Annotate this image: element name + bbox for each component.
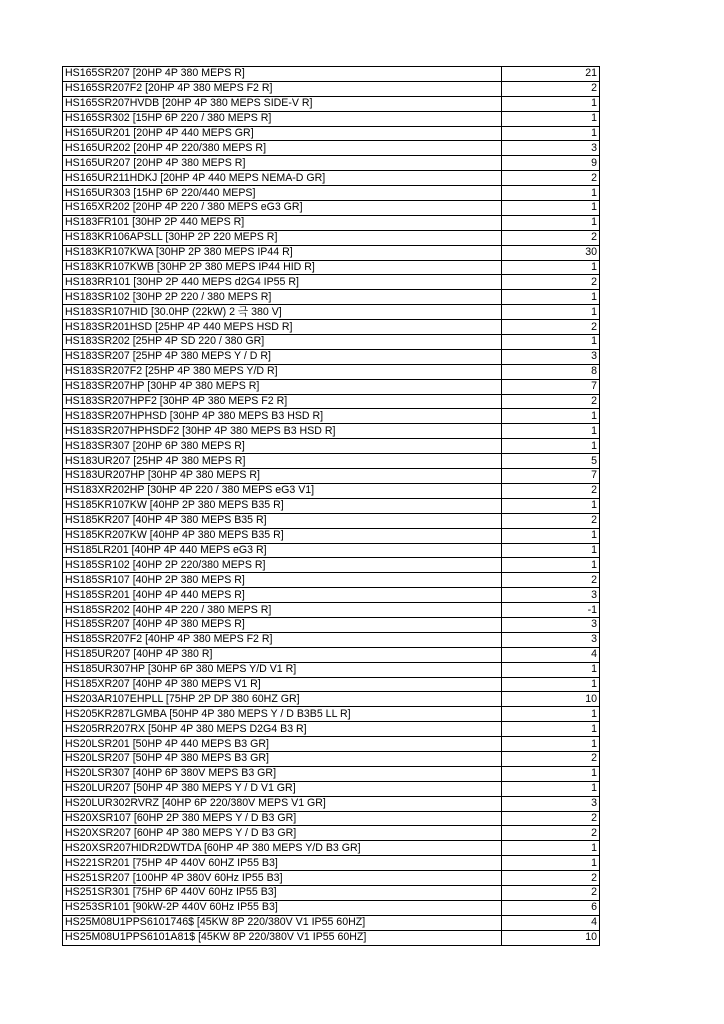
item-name-cell: HS183SR207HPF2 [30HP 4P 380 MEPS F2 R]: [63, 394, 502, 409]
quantity-cell: 4: [502, 647, 600, 662]
table-row: [63, 111, 600, 126]
table-row: [63, 215, 600, 230]
quantity-cell: 2: [502, 81, 600, 96]
table-row: [63, 871, 600, 886]
table-row: [63, 245, 600, 260]
quantity-cell: 5: [502, 454, 600, 469]
item-name-cell: HS221SR201 [75HP 4P 440V 60HZ IP55 B3]: [63, 856, 502, 871]
table-row: [63, 900, 600, 915]
item-name-cell: HS183SR107HID [30.0HP (22kW) 2 극 380 V]: [63, 305, 502, 320]
quantity-cell: 1: [502, 766, 600, 781]
item-name-cell: HS20LSR201 [50HP 4P 440 MEPS B3 GR]: [63, 737, 502, 752]
item-name-cell: HS165SR302 [15HP 6P 220 / 380 MEPS R]: [63, 111, 502, 126]
table-row: [63, 126, 600, 141]
table-row: [63, 424, 600, 439]
item-name-cell: HS165XR202 [20HP 4P 220 / 380 MEPS eG3 GR]: [63, 201, 502, 216]
quantity-cell: 2: [502, 811, 600, 826]
quantity-cell: 1: [502, 439, 600, 454]
quantity-cell: 30: [502, 245, 600, 260]
quantity-cell: 21: [502, 67, 600, 82]
table-row: [63, 394, 600, 409]
table-row: [63, 81, 600, 96]
quantity-cell: 2: [502, 275, 600, 290]
table-row: [63, 856, 600, 871]
table-row: [63, 260, 600, 275]
item-name-cell: HS183SR207HPHSDF2 [30HP 4P 380 MEPS B3 HSD R]: [63, 424, 502, 439]
table-row: [63, 483, 600, 498]
item-name-cell: HS165UR202 [20HP 4P 220/380 MEPS R]: [63, 141, 502, 156]
quantity-cell: 1: [502, 498, 600, 513]
quantity-cell: 3: [502, 796, 600, 811]
item-name-cell: HS183SR307 [20HP 6P 380 MEPS R]: [63, 439, 502, 454]
item-name-cell: HS20LUR207 [50HP 4P 380 MEPS Y / D V1 GR]: [63, 781, 502, 796]
item-name-cell: HS20XSR207HIDR2DWTDA [60HP 4P 380 MEPS Y/D B3 GR]: [63, 841, 502, 856]
table-row: [63, 662, 600, 677]
quantity-cell: 1: [502, 737, 600, 752]
item-name-cell: HS183SR102 [30HP 2P 220 / 380 MEPS R]: [63, 290, 502, 305]
item-name-cell: HS25M08U1PPS6101A81$ [45KW 8P 220/380V V1 IP55 60HZ]: [63, 930, 502, 945]
table-row: [63, 737, 600, 752]
quantity-cell: 1: [502, 662, 600, 677]
table-row: [63, 677, 600, 692]
quantity-cell: 2: [502, 751, 600, 766]
quantity-cell: 2: [502, 394, 600, 409]
item-name-cell: HS185KR207 [40HP 4P 380 MEPS B35 R]: [63, 513, 502, 528]
item-name-cell: HS203AR107EHPLL [75HP 2P DP 380 60HZ GR]: [63, 692, 502, 707]
quantity-cell: 1: [502, 186, 600, 201]
table-row: [63, 558, 600, 573]
table-row: [63, 186, 600, 201]
item-name-cell: HS253SR101 [90kW-2P 440V 60Hz IP55 B3]: [63, 900, 502, 915]
quantity-cell: 1: [502, 677, 600, 692]
quantity-cell: 9: [502, 156, 600, 171]
table-row: [63, 230, 600, 245]
quantity-cell: 1: [502, 528, 600, 543]
item-name-cell: HS183KR106APSLL [30HP 2P 220 MEPS R]: [63, 230, 502, 245]
item-name-cell: HS165SR207F2 [20HP 4P 380 MEPS F2 R]: [63, 81, 502, 96]
table-row: [63, 647, 600, 662]
table-row: [63, 603, 600, 618]
item-name-cell: HS185SR207F2 [40HP 4P 380 MEPS F2 R]: [63, 632, 502, 647]
item-name-cell: HS183FR101 [30HP 2P 440 MEPS R]: [63, 215, 502, 230]
quantity-cell: 3: [502, 588, 600, 603]
quantity-cell: 2: [502, 885, 600, 900]
quantity-cell: 1: [502, 96, 600, 111]
item-name-cell: HS251SR207 [100HP 4P 380V 60Hz IP55 B3]: [63, 871, 502, 886]
table-row: [63, 573, 600, 588]
table-row: [63, 826, 600, 841]
table-row: [63, 201, 600, 216]
quantity-cell: 2: [502, 483, 600, 498]
table-row: [63, 930, 600, 945]
table-row: [63, 275, 600, 290]
item-name-cell: HS185SR102 [40HP 2P 220/380 MEPS R]: [63, 558, 502, 573]
item-name-cell: HS183KR107KWB [30HP 2P 380 MEPS IP44 HID R]: [63, 260, 502, 275]
quantity-cell: 10: [502, 692, 600, 707]
quantity-cell: 1: [502, 215, 600, 230]
quantity-cell: 3: [502, 349, 600, 364]
quantity-cell: 10: [502, 930, 600, 945]
table-row: [63, 67, 600, 82]
table-row: [63, 588, 600, 603]
item-name-cell: HS185SR107 [40HP 2P 380 MEPS R]: [63, 573, 502, 588]
item-name-cell: HS205KR287LGMBA [50HP 4P 380 MEPS Y / D B3B5 LL R]: [63, 707, 502, 722]
item-name-cell: HS183SR202 [25HP 4P SD 220 / 380 GR]: [63, 335, 502, 350]
table-row: [63, 617, 600, 632]
item-name-cell: HS165UR201 [20HP 4P 440 MEPS GR]: [63, 126, 502, 141]
item-name-cell: HS165UR207 [20HP 4P 380 MEPS R]: [63, 156, 502, 171]
quantity-cell: 1: [502, 290, 600, 305]
item-name-cell: HS183SR207 [25HP 4P 380 MEPS Y / D R]: [63, 349, 502, 364]
inventory-table-body: [63, 67, 600, 946]
quantity-cell: 1: [502, 260, 600, 275]
table-row: [63, 469, 600, 484]
table-row: [63, 707, 600, 722]
item-name-cell: HS185LR201 [40HP 4P 440 MEPS eG3 R]: [63, 543, 502, 558]
item-name-cell: HS165SR207 [20HP 4P 380 MEPS R]: [63, 67, 502, 82]
quantity-cell: 2: [502, 871, 600, 886]
quantity-cell: 6: [502, 900, 600, 915]
quantity-cell: 1: [502, 841, 600, 856]
item-name-cell: HS185SR202 [40HP 4P 220 / 380 MEPS R]: [63, 603, 502, 618]
table-row: [63, 349, 600, 364]
table-row: [63, 141, 600, 156]
quantity-cell: 2: [502, 230, 600, 245]
item-name-cell: HS185UR307HP [30HP 6P 380 MEPS Y/D V1 R]: [63, 662, 502, 677]
table-row: [63, 528, 600, 543]
quantity-cell: 1: [502, 424, 600, 439]
table-row: [63, 335, 600, 350]
quantity-cell: 3: [502, 141, 600, 156]
quantity-cell: 3: [502, 617, 600, 632]
item-name-cell: HS183SR207HP [30HP 4P 380 MEPS R]: [63, 379, 502, 394]
quantity-cell: 7: [502, 469, 600, 484]
table-row: [63, 766, 600, 781]
item-name-cell: HS25M08U1PPS6101746$ [45KW 8P 220/380V V1 IP55 60HZ]: [63, 915, 502, 930]
table-row: [63, 320, 600, 335]
quantity-cell: 2: [502, 171, 600, 186]
quantity-cell: 8: [502, 364, 600, 379]
table-row: [63, 171, 600, 186]
quantity-cell: 1: [502, 781, 600, 796]
item-name-cell: HS165UR303 [15HP 6P 220/440 MEPS]: [63, 186, 502, 201]
quantity-cell: 2: [502, 320, 600, 335]
item-name-cell: HS205RR207RX [50HP 4P 380 MEPS D2G4 B3 R]: [63, 722, 502, 737]
table-row: [63, 751, 600, 766]
item-name-cell: HS165UR211HDKJ [20HP 4P 440 MEPS NEMA-D GR]: [63, 171, 502, 186]
item-name-cell: HS20XSR107 [60HP 2P 380 MEPS Y / D B3 GR]: [63, 811, 502, 826]
table-row: [63, 96, 600, 111]
item-name-cell: HS183SR207HPHSD [30HP 4P 380 MEPS B3 HSD R]: [63, 409, 502, 424]
quantity-cell: 1: [502, 305, 600, 320]
quantity-cell: 7: [502, 379, 600, 394]
item-name-cell: HS185SR207 [40HP 4P 380 MEPS R]: [63, 617, 502, 632]
quantity-cell: 1: [502, 543, 600, 558]
inventory-table: [62, 66, 600, 946]
table-row: [63, 305, 600, 320]
item-name-cell: HS183SR201HSD [25HP 4P 440 MEPS HSD R]: [63, 320, 502, 335]
item-name-cell: HS183XR202HP [30HP 4P 220 / 380 MEPS eG3 V1]: [63, 483, 502, 498]
item-name-cell: HS185SR201 [40HP 4P 440 MEPS R]: [63, 588, 502, 603]
quantity-cell: 1: [502, 558, 600, 573]
table-row: [63, 841, 600, 856]
table-row: [63, 513, 600, 528]
item-name-cell: HS183KR107KWA [30HP 2P 380 MEPS IP44 R]: [63, 245, 502, 260]
item-name-cell: HS183UR207 [25HP 4P 380 MEPS R]: [63, 454, 502, 469]
quantity-cell: 2: [502, 573, 600, 588]
table-row: [63, 692, 600, 707]
quantity-cell: 1: [502, 201, 600, 216]
item-name-cell: HS183UR207HP [30HP 4P 380 MEPS R]: [63, 469, 502, 484]
quantity-cell: 3: [502, 632, 600, 647]
table-row: [63, 781, 600, 796]
table-row: [63, 543, 600, 558]
table-row: [63, 439, 600, 454]
table-row: [63, 364, 600, 379]
quantity-cell: 2: [502, 513, 600, 528]
quantity-cell: -1: [502, 603, 600, 618]
table-row: [63, 915, 600, 930]
item-name-cell: HS185KR107KW [40HP 2P 380 MEPS B35 R]: [63, 498, 502, 513]
table-row: [63, 409, 600, 424]
table-row: [63, 722, 600, 737]
quantity-cell: 1: [502, 335, 600, 350]
item-name-cell: HS20LSR307 [40HP 6P 380V MEPS B3 GR]: [63, 766, 502, 781]
item-name-cell: HS185UR207 [40HP 4P 380 R]: [63, 647, 502, 662]
table-row: [63, 156, 600, 171]
quantity-cell: 1: [502, 707, 600, 722]
item-name-cell: HS165SR207HVDB [20HP 4P 380 MEPS SIDE-V R]: [63, 96, 502, 111]
table-row: [63, 498, 600, 513]
table-row: [63, 632, 600, 647]
item-name-cell: HS183RR101 [30HP 2P 440 MEPS d2G4 IP55 R]: [63, 275, 502, 290]
quantity-cell: 1: [502, 856, 600, 871]
quantity-cell: 1: [502, 111, 600, 126]
item-name-cell: HS251SR301 [75HP 6P 440V 60Hz IP55 B3]: [63, 885, 502, 900]
quantity-cell: 1: [502, 722, 600, 737]
inventory-sheet: [62, 66, 600, 946]
item-name-cell: HS183SR207F2 [25HP 4P 380 MEPS Y/D R]: [63, 364, 502, 379]
item-name-cell: HS20LUR302RVRZ [40HP 6P 220/380V MEPS V1 GR]: [63, 796, 502, 811]
table-row: [63, 454, 600, 469]
quantity-cell: 2: [502, 826, 600, 841]
table-row: [63, 379, 600, 394]
item-name-cell: HS20XSR207 [60HP 4P 380 MEPS Y / D B3 GR]: [63, 826, 502, 841]
item-name-cell: HS185XR207 [40HP 4P 380 MEPS V1 R]: [63, 677, 502, 692]
item-name-cell: HS185KR207KW [40HP 4P 380 MEPS B35 R]: [63, 528, 502, 543]
quantity-cell: 1: [502, 409, 600, 424]
quantity-cell: 1: [502, 126, 600, 141]
table-row: [63, 796, 600, 811]
table-row: [63, 290, 600, 305]
table-row: [63, 885, 600, 900]
item-name-cell: HS20LSR207 [50HP 4P 380 MEPS B3 GR]: [63, 751, 502, 766]
table-row: [63, 811, 600, 826]
quantity-cell: 4: [502, 915, 600, 930]
